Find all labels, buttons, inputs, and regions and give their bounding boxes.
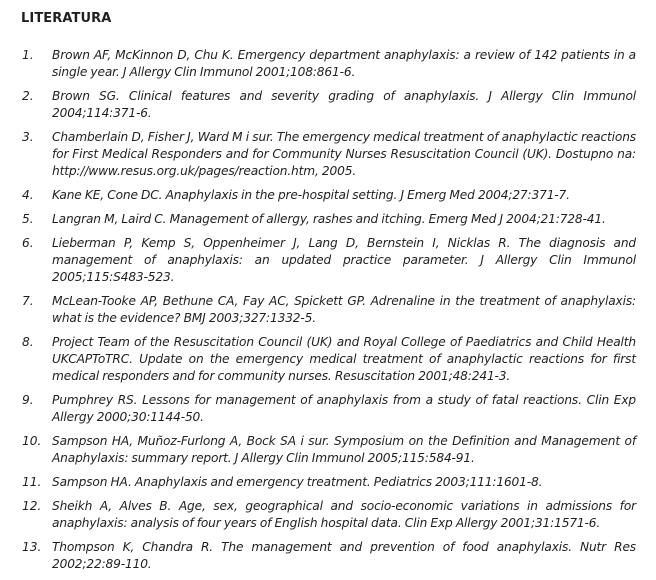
reference-text: Pumphrey RS. Lessons for management of anaphylaxis from a study of fatal reactions. Clin Exp Allergy 2000;30:1144-50. (52, 393, 636, 424)
reference-text: Sampson HA, Muñoz-Furlong A, Bock SA i sur. Symposium on the Definition and Management of Anaphylaxis: summary report. J Allergy Clin Immunol 2005;115:584-91. (52, 434, 636, 465)
reference-number: 6. (22, 236, 34, 250)
reference-item (0, 539, 656, 573)
reference-text: Kane KE, Cone DC. Anaphylaxis in the pre-hospital setting. J Emerg Med 2004;27:371-7. (52, 188, 570, 202)
reference-number: 2. (22, 89, 34, 103)
reference-item (0, 129, 656, 180)
reference-text: Project Team of the Resuscitation Council (UK) and Royal College of Paediatrics and Child Health UKCAPToTRC. Update on the emergency medical treatment of anaphylactic reactions for first medical responders and for community nurses. Resuscitation 2001;48:241-3. (52, 335, 636, 383)
reference-number: 9. (22, 393, 34, 407)
section-heading: LITERATURA (21, 11, 112, 26)
reference-number: 12. (22, 499, 42, 513)
reference-text: Chamberlain D, Fisher J, Ward M i sur. The emergency medical treatment of anaphylactic reactions for First Medical Responders and for Community Nurses Resuscitation Council (UK). Dostupno na: http://www.resus.org.uk/pages/reaction.htm, 2005. (52, 130, 636, 178)
reference-item (0, 293, 656, 327)
reference-number: 7. (22, 294, 34, 308)
reference-item (0, 88, 656, 122)
reference-text: Sampson HA. Anaphylaxis and emergency treatment. Pediatrics 2003;111:1601-8. (52, 475, 543, 489)
reference-item (0, 334, 656, 385)
reference-item (0, 433, 656, 467)
reference-number: 3. (22, 130, 34, 144)
reference-item (0, 187, 656, 204)
reference-item (0, 47, 656, 81)
reference-number: 10. (22, 434, 42, 448)
reference-item (0, 474, 656, 491)
reference-text: Brown SG. Clinical features and severity grading of anaphylaxis. J Allergy Clin Immunol 2004;114:371-6. (52, 89, 636, 120)
reference-text: Sheikh A, Alves B. Age, sex, geographical and socio-economic variations in admissions for anaphylaxis: analysis of four years of English hospital data. Clin Exp Allergy 2001;31:1571-6. (52, 499, 636, 530)
reference-number: 4. (22, 188, 34, 202)
reference-list (0, 47, 656, 580)
reference-text: Thompson K, Chandra R. The management and prevention of food anaphylaxis. Nutr Res 2002;22:89-110. (52, 540, 636, 571)
reference-number: 5. (22, 212, 34, 226)
reference-text: Lieberman P, Kemp S, Oppenheimer J, Lang D, Bernstein I, Nicklas R. The diagnosis and management of anaphylaxis: an updated practice parameter. J Allergy Clin Immunol 2005;115:S483-523. (52, 236, 636, 284)
reference-item (0, 392, 656, 426)
reference-text: McLean-Tooke AP, Bethune CA, Fay AC, Spickett GP. Adrenaline in the treatment of anaphylaxis: what is the evidence? BMJ 2003;327:1332-5. (52, 294, 636, 325)
reference-number: 11. (22, 475, 42, 489)
reference-text: Brown AF, McKinnon D, Chu K. Emergency department anaphylaxis: a review of 142 patients in a single year. J Allergy Clin Immunol 2001;108:861-6. (52, 48, 636, 79)
reference-number: 1. (22, 48, 34, 62)
reference-item (0, 235, 656, 286)
reference-number: 8. (22, 335, 34, 349)
reference-item (0, 498, 656, 532)
reference-item (0, 211, 656, 228)
reference-text: Langran M, Laird C. Management of allergy, rashes and itching. Emerg Med J 2004;21:728-41. (52, 212, 606, 226)
reference-number: 13. (22, 540, 42, 554)
